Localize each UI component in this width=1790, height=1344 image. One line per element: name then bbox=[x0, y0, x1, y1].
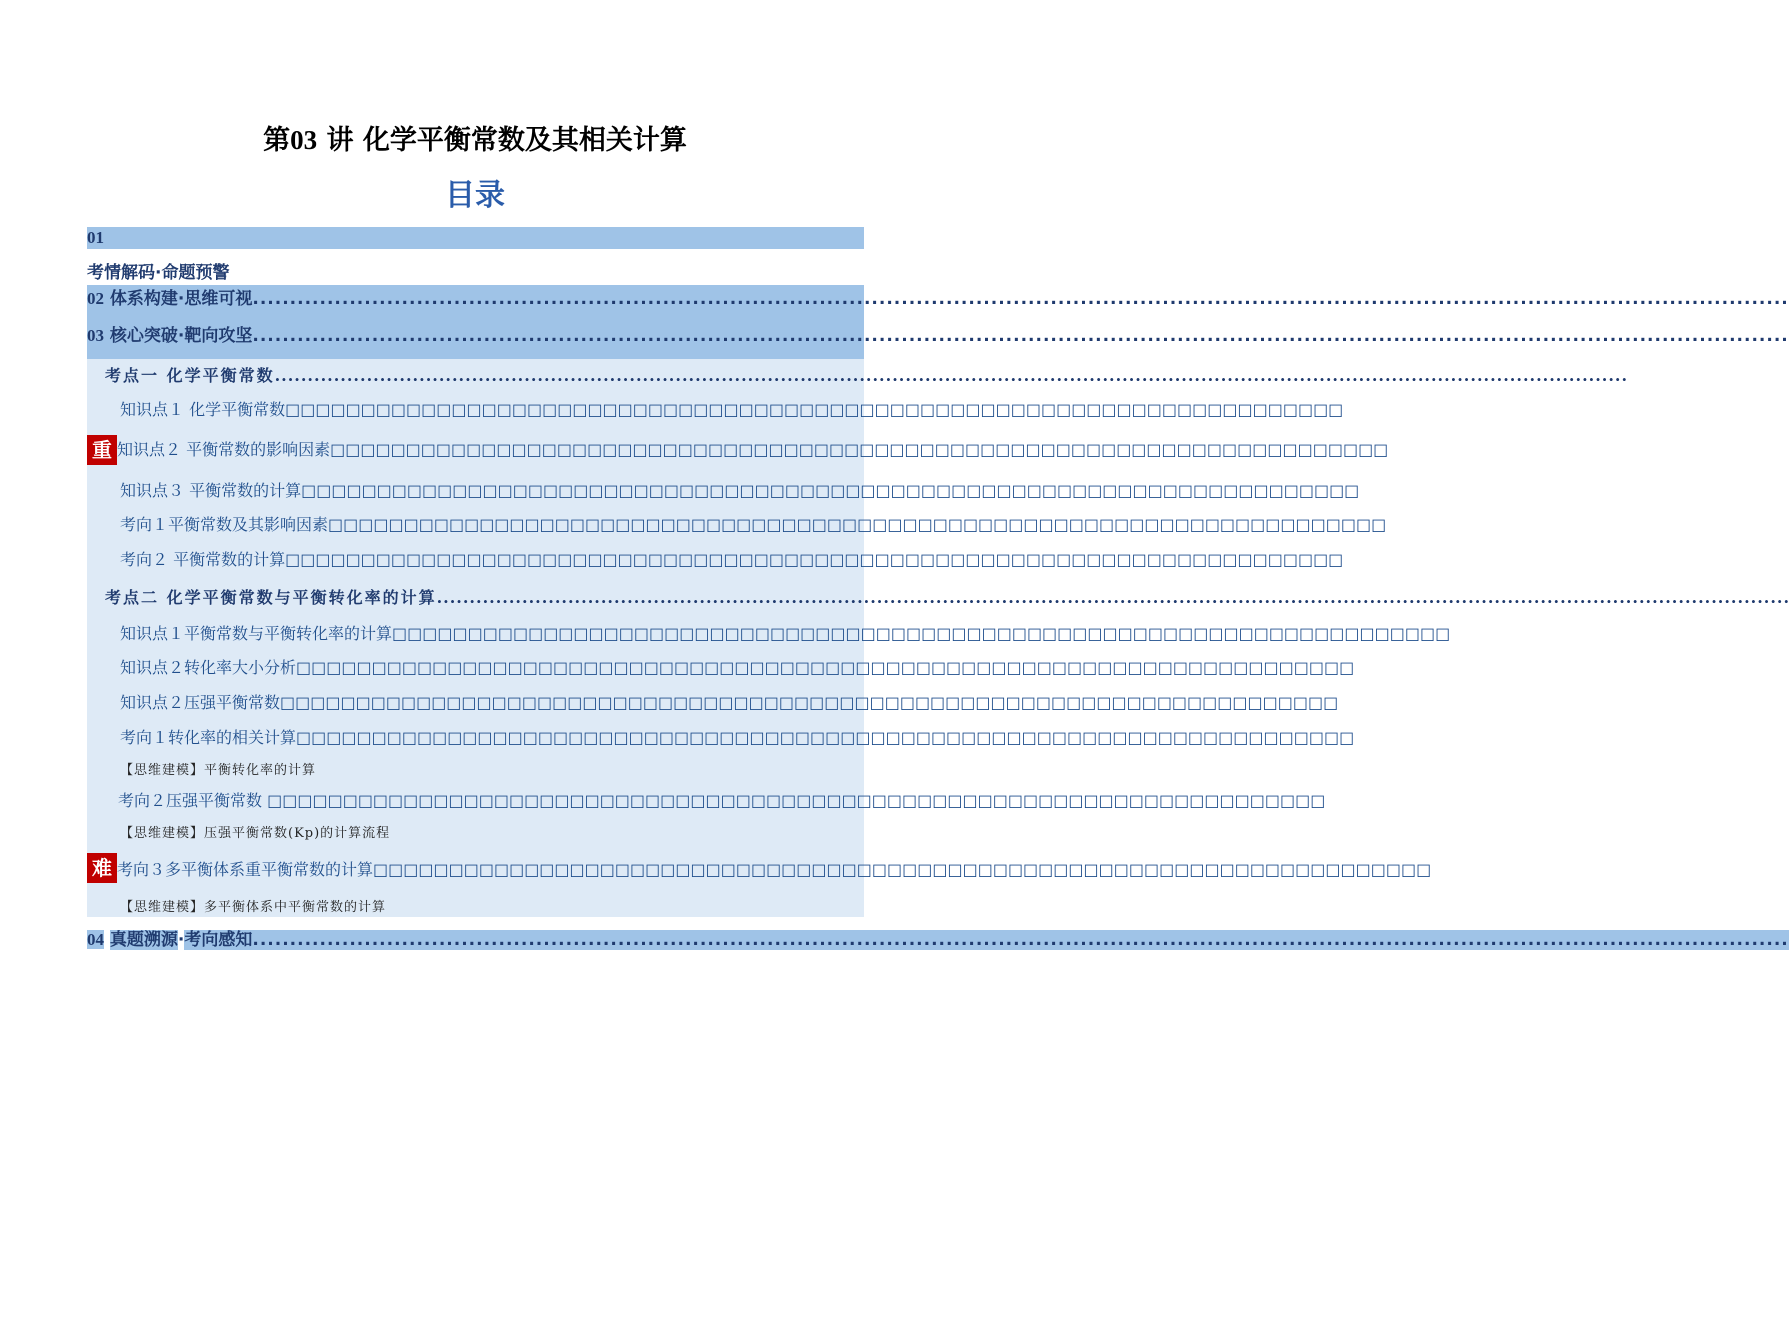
toc-topic-2-note-1[interactable]: 【思维建模】平衡转化率的计算 bbox=[120, 763, 317, 778]
leader-boxes: □□□□□□□□□□□□□□□□□□□□□□□□□□□□□□□□□□□□□□□□□□□□□□□□□□□□□□□□□□□□□□□□□□□□□□ bbox=[301, 481, 1360, 500]
leader-dots: .............................................................................................................................................................................................................. bbox=[252, 289, 1789, 309]
leader-boxes: □□□□□□□□□□□□□□□□□□□□□□□□□□□□□□□□□□□□□□□□□□□□□□□□□□□□□□□□□□□□□□□□□□□□□□ bbox=[392, 624, 1451, 643]
key-point-badge: 重 bbox=[87, 435, 117, 465]
toc-topic-2-knowledge-1[interactable]: 知识点１平衡常数与平衡转化率的计算□□□□□□□□□□□□□□□□□□□□□□□□□□□□□□□□□□□□□□□□□□□□□□□□□□□□□□□□□□□□□□□□□□□□□□ bbox=[120, 624, 1451, 643]
toc-section-01-number-bar[interactable]: 01 bbox=[87, 227, 864, 249]
leader-boxes: □□□□□□□□□□□□□□□□□□□□□□□□□□□□□□□□□□□□□□□□□□□□□□□□□□□□□□□□□□□□□□□□□□□□□□ bbox=[296, 658, 1355, 677]
leader-boxes: □□□□□□□□□□□□□□□□□□□□□□□□□□□□□□□□□□□□□□□□□□□□□□□□□□□□□□□□□□□□□□□□□□□□□□ bbox=[285, 550, 1344, 569]
toc-topic-1-direction-1[interactable]: 考向１平衡常数及其影响因素□□□□□□□□□□□□□□□□□□□□□□□□□□□□□□□□□□□□□□□□□□□□□□□□□□□□□□□□□□□□□□□□□□□□□□ bbox=[120, 515, 1387, 534]
leader-boxes: □□□□□□□□□□□□□□□□□□□□□□□□□□□□□□□□□□□□□□□□□□□□□□□□□□□□□□□□□□□□□□□□□□□□□□ bbox=[330, 440, 1389, 459]
toc-topic-2-direction-3[interactable]: 考向３多平衡体系重平衡常数的计算□□□□□□□□□□□□□□□□□□□□□□□□□□□□□□□□□□□□□□□□□□□□□□□□□□□□□□□□□□□□□□□□□□□□□□ bbox=[117, 860, 1432, 879]
leader-boxes: □□□□□□□□□□□□□□□□□□□□□□□□□□□□□□□□□□□□□□□□□□□□□□□□□□□□□□□□□□□□□□□□□□□□□□ bbox=[267, 791, 1326, 810]
toc-topic-2-note-3[interactable]: 【思维建模】多平衡体系中平衡常数的计算 bbox=[120, 900, 387, 915]
toc-topic-2-direction-2[interactable]: 考向２压强平衡常数 □□□□□□□□□□□□□□□□□□□□□□□□□□□□□□□□□□□□□□□□□□□□□□□□□□□□□□□□□□□□□□□□□□□□□□ bbox=[118, 791, 1326, 810]
leader-boxes: □□□□□□□□□□□□□□□□□□□□□□□□□□□□□□□□□□□□□□□□□□□□□□□□□□□□□□□□□□□□□□□□□□□□□□ bbox=[328, 515, 1387, 534]
difficult-point-badge: 难 bbox=[87, 853, 117, 883]
leader-boxes: □□□□□□□□□□□□□□□□□□□□□□□□□□□□□□□□□□□□□□□□□□□□□□□□□□□□□□□□□□□□□□□□□□□□□□ bbox=[296, 728, 1355, 747]
toc-section-04[interactable]: 04 真题溯源·考向感知.............................................................................................................................................................................................................. bbox=[87, 930, 1789, 950]
leader-boxes: □□□□□□□□□□□□□□□□□□□□□□□□□□□□□□□□□□□□□□□□□□□□□□□□□□□□□□□□□□□□□□□□□□□□□□ bbox=[373, 860, 1432, 879]
toc-section-02[interactable]: 02 体系构建·思维可视.............................................................................................................................................................................................................. bbox=[87, 285, 864, 313]
toc-topic-1-knowledge-3[interactable]: 知识点３ 平衡常数的计算□□□□□□□□□□□□□□□□□□□□□□□□□□□□□□□□□□□□□□□□□□□□□□□□□□□□□□□□□□□□□□□□□□□□□□ bbox=[120, 481, 1360, 500]
toc-topic-2-knowledge-2[interactable]: 知识点２转化率大小分析□□□□□□□□□□□□□□□□□□□□□□□□□□□□□□□□□□□□□□□□□□□□□□□□□□□□□□□□□□□□□□□□□□□□□□ bbox=[120, 658, 1355, 677]
toc-heading: 目录 bbox=[445, 178, 505, 213]
document-title: 第03 讲 化学平衡常数及其相关计算 bbox=[263, 125, 687, 156]
leader-dots: .............................................................................................................................................................................................................. bbox=[252, 326, 1789, 346]
leader-dots: .............................................................................................................................................................................................................. bbox=[436, 588, 1790, 607]
toc-topic-2-direction-1[interactable]: 考向１转化率的相关计算□□□□□□□□□□□□□□□□□□□□□□□□□□□□□□□□□□□□□□□□□□□□□□□□□□□□□□□□□□□□□□□□□□□□□□ bbox=[120, 728, 1355, 747]
leader-dots: .............................................................................................................................................................................................................. bbox=[252, 930, 1789, 950]
toc-topic-1-direction-2[interactable]: 考向２ 平衡常数的计算□□□□□□□□□□□□□□□□□□□□□□□□□□□□□□□□□□□□□□□□□□□□□□□□□□□□□□□□□□□□□□□□□□□□□□ bbox=[120, 550, 1344, 569]
toc-topic-1-knowledge-2[interactable]: 知识点２ 平衡常数的影响因素□□□□□□□□□□□□□□□□□□□□□□□□□□□□□□□□□□□□□□□□□□□□□□□□□□□□□□□□□□□□□□□□□□□□□□ bbox=[117, 440, 1389, 459]
toc-topic-2[interactable]: 考点二 化学平衡常数与平衡转化率的计算.............................................................................................................................................................................................................. bbox=[105, 588, 1790, 607]
toc-topic-1[interactable]: 考点一 化学平衡常数.............................................................................................................................................................................................................. bbox=[105, 366, 1629, 385]
toc-section-03[interactable]: 03 核心突破·靶向攻坚.............................................................................................................................................................................................................. bbox=[87, 313, 864, 359]
leader-boxes: □□□□□□□□□□□□□□□□□□□□□□□□□□□□□□□□□□□□□□□□□□□□□□□□□□□□□□□□□□□□□□□□□□□□□□ bbox=[280, 693, 1339, 712]
toc-topic-2-knowledge-3[interactable]: 知识点２压强平衡常数□□□□□□□□□□□□□□□□□□□□□□□□□□□□□□□□□□□□□□□□□□□□□□□□□□□□□□□□□□□□□□□□□□□□□□ bbox=[120, 693, 1339, 712]
leader-boxes: □□□□□□□□□□□□□□□□□□□□□□□□□□□□□□□□□□□□□□□□□□□□□□□□□□□□□□□□□□□□□□□□□□□□□□ bbox=[285, 400, 1344, 419]
leader-dots: .............................................................................................................................................................................................................. bbox=[274, 366, 1629, 385]
toc-topic-2-note-2[interactable]: 【思维建模】压强平衡常数(Kp)的计算流程 bbox=[120, 826, 391, 841]
toc-section-01-label[interactable]: 考情解码·命题预警 bbox=[87, 263, 230, 283]
toc-topic-1-knowledge-1[interactable]: 知识点１ 化学平衡常数□□□□□□□□□□□□□□□□□□□□□□□□□□□□□□□□□□□□□□□□□□□□□□□□□□□□□□□□□□□□□□□□□□□□□□ bbox=[120, 400, 1344, 419]
